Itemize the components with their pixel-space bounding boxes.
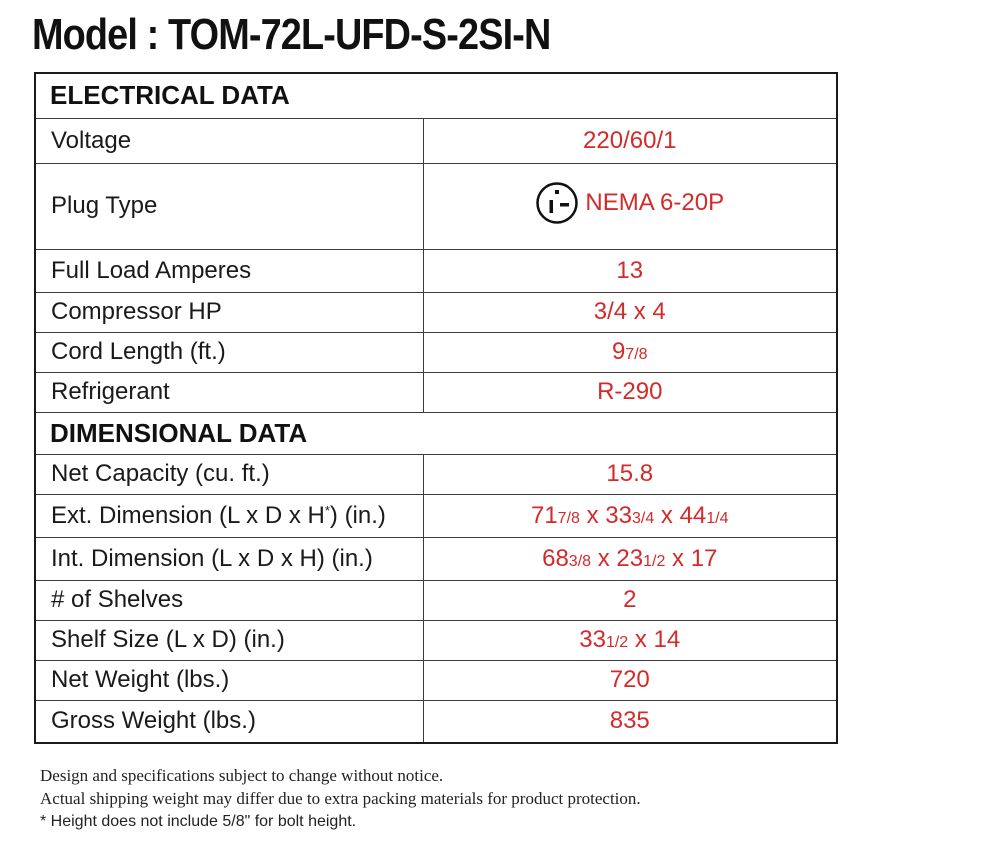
- int-d-whole: 23: [616, 544, 644, 572]
- ext-separator-1: x: [579, 501, 606, 529]
- label-net-capacity: Net Capacity (cu. ft.): [35, 454, 423, 494]
- label-refrigerant: Refrigerant: [35, 372, 423, 412]
- label-net-weight: Net Weight (lbs.): [35, 660, 423, 700]
- value-net-weight: 720: [423, 660, 837, 700]
- label-ext-dimension: [35, 494, 423, 537]
- ext-d-whole: 33: [605, 501, 632, 529]
- ext-h-fraction: 1/4: [706, 509, 729, 527]
- value-compressor-hp: 3/4 x 4: [423, 292, 837, 332]
- label-full-load-amperes: Full Load Amperes: [35, 249, 423, 292]
- value-int-dimension: [423, 537, 837, 580]
- table-row-full-load-amperes: [35, 249, 837, 292]
- footnote-line-1: Design and specifications subject to change without notice.: [40, 766, 444, 785]
- table-row-plug-type: [35, 163, 837, 249]
- footnote-line-3: * Height does not include 5/8" for bolt height.: [40, 813, 357, 830]
- value-shelf-size: [423, 620, 837, 660]
- value-cord-length: [423, 332, 837, 372]
- model-title: Model : TOM-72L-UFD-S-2SI-N: [32, 10, 551, 59]
- table-row-refrigerant: [35, 372, 837, 412]
- value-ext-dimension: [423, 494, 837, 537]
- value-gross-weight: 835: [423, 700, 837, 743]
- shelf-l-fraction: 1/2: [605, 634, 629, 651]
- section-electrical: [35, 73, 837, 118]
- int-l-fraction: 3/8: [568, 552, 592, 570]
- label-voltage: Voltage: [35, 118, 423, 163]
- label-compressor-hp: Compressor HP: [35, 292, 423, 332]
- label-cord-length: Cord Length (ft.): [35, 332, 423, 372]
- table-row-shelves: [35, 580, 837, 620]
- label-shelves: # of Shelves: [35, 580, 423, 620]
- shelf-l-whole: 33: [579, 626, 606, 653]
- ext-dimension-label-text: Ext. Dimension (L x D x H: [51, 501, 325, 529]
- label-shelf-size: Shelf Size (L x D) (in.): [35, 620, 423, 660]
- value-net-capacity: 15.8: [423, 454, 837, 494]
- ext-h-whole: 44: [679, 501, 707, 529]
- spec-table: [34, 72, 838, 744]
- value-voltage: 220/60/1: [423, 118, 837, 163]
- table-row-ext-dimension: [35, 494, 837, 537]
- int-separator-1: x: [591, 544, 617, 572]
- table-row-int-dimension: [35, 537, 837, 580]
- table-row-cord-length: [35, 332, 837, 372]
- value-shelves: 2: [423, 580, 837, 620]
- shelf-d: 14: [653, 626, 681, 653]
- ext-separator-2: x: [654, 501, 680, 529]
- label-plug-type: Plug Type: [35, 163, 423, 249]
- table-row-net-weight: [35, 660, 837, 700]
- int-separator-2: x: [665, 544, 691, 572]
- value-refrigerant: R-290: [423, 372, 837, 412]
- footnote-line-2: Actual shipping weight may differ due to extra packing materials for product protection.: [40, 789, 641, 808]
- table-row-net-capacity: [35, 454, 837, 494]
- table-row-compressor-hp: [35, 292, 837, 332]
- plug-type-text: NEMA 6-20P: [585, 188, 725, 216]
- ext-l-fraction: 7/8: [557, 509, 580, 527]
- table-row-gross-weight: [35, 700, 837, 743]
- section-heading-dimensional: DIMENSIONAL DATA: [35, 412, 837, 454]
- ext-dimension-asterisk: *: [324, 502, 330, 518]
- int-d-fraction: 1/2: [643, 552, 666, 570]
- section-heading-electrical: ELECTRICAL DATA: [35, 73, 837, 118]
- ext-dimension-label-suffix: ) (in.): [329, 501, 386, 529]
- section-dimensional: [35, 412, 837, 454]
- int-h: 17: [690, 544, 718, 572]
- label-gross-weight: Gross Weight (lbs.): [35, 700, 423, 743]
- table-row-shelf-size: [35, 620, 837, 660]
- footnotes: [40, 764, 641, 833]
- table-row-voltage: [35, 118, 837, 163]
- label-int-dimension: Int. Dimension (L x D x H) (in.): [35, 537, 423, 580]
- value-plug-type: [423, 163, 837, 249]
- cord-length-whole: 9: [611, 338, 626, 365]
- shelf-separator: x: [628, 626, 654, 653]
- cord-length-fraction: 7/8: [625, 346, 648, 363]
- ext-l-whole: 71: [530, 501, 558, 529]
- nema-6-20p-plug-icon: [535, 181, 579, 225]
- int-l-whole: 68: [542, 544, 569, 572]
- ext-d-fraction: 3/4: [631, 509, 655, 527]
- value-full-load-amperes: 13: [423, 249, 837, 292]
